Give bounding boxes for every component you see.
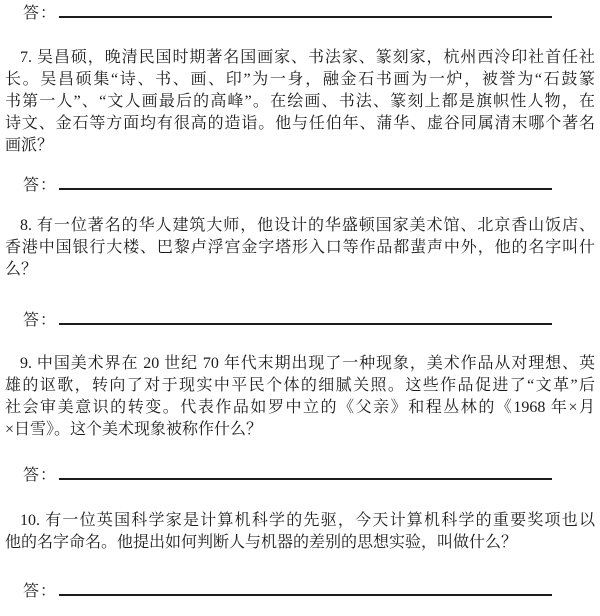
- question-8-line: 么？: [5, 261, 38, 278]
- answer-blank-line: [59, 580, 552, 596]
- answer-label: 答：: [23, 583, 58, 600]
- question-9-line: 9. 中国美术界在 20 世纪 70 年代末期出现了一种现象，美术作品从对理想、英: [20, 355, 595, 372]
- question-7-line: 诗文、金石等方面均有很高的造诣。他与任伯年、蒲华、虚谷同属清末哪个著名: [5, 115, 595, 132]
- question-8: [5, 215, 595, 281]
- answer-blank-line: [59, 464, 552, 480]
- question-8-line: 8. 有一位著名的华人建筑大师，他设计的华盛顿国家美术馆、北京香山饭店、: [20, 217, 595, 234]
- answer-blank-line: [59, 309, 552, 325]
- answer-row-3: [5, 309, 595, 331]
- question-10: [5, 510, 595, 554]
- answer-row-5: [5, 580, 595, 602]
- answer-row-2: [5, 174, 595, 196]
- answer-label: 答：: [23, 177, 58, 194]
- question-10-line: 他的名字命名。他提出如何判断人与机器的差别的思想实验，叫做什么？: [5, 534, 518, 551]
- question-9: [5, 353, 595, 441]
- answer-blank-line: [59, 174, 552, 190]
- question-9-line: 雄的讴歌，转向了对于现实中平民个体的细腻关照。这些作品促进了“文革”后: [5, 377, 595, 394]
- question-7: [5, 47, 595, 157]
- question-7-line: 画派？: [5, 137, 54, 154]
- question-7-line: 书第一人”、“文人画最后的高峰”。在绘画、书法、篆刻上都是旗帜性人物，在: [5, 93, 595, 110]
- answer-label: 答：: [23, 467, 58, 484]
- question-7-line: 7. 吴昌硕，晚清民国时期著名国画家、书法家、篆刻家，杭州西泠印社首任社: [20, 49, 595, 66]
- question-9-line: ×日雪》。这个美术现象被称作什么？: [5, 421, 263, 438]
- question-7-line: 长。吴昌硕集“诗、书、画、印”为一身，融金石书画为一炉，被誉为“石鼓篆: [5, 71, 595, 88]
- answer-blank-line: [59, 2, 552, 18]
- answer-row-1: [5, 2, 595, 24]
- question-8-line: 香港中国银行大楼、巴黎卢浮宫金字塔形入口等作品都蜚声中外，他的名字叫什: [5, 239, 595, 256]
- answer-row-4: [5, 464, 595, 486]
- question-10-line: 10. 有一位英国科学家是计算机科学的先驱，今天计算机科学的重要奖项也以: [20, 512, 595, 529]
- question-9-line: 社会审美意识的转变。代表作品如罗中立的《父亲》和程丛林的《1968 年×月: [5, 399, 595, 416]
- answer-label: 答：: [23, 5, 58, 22]
- answer-label: 答：: [23, 312, 58, 329]
